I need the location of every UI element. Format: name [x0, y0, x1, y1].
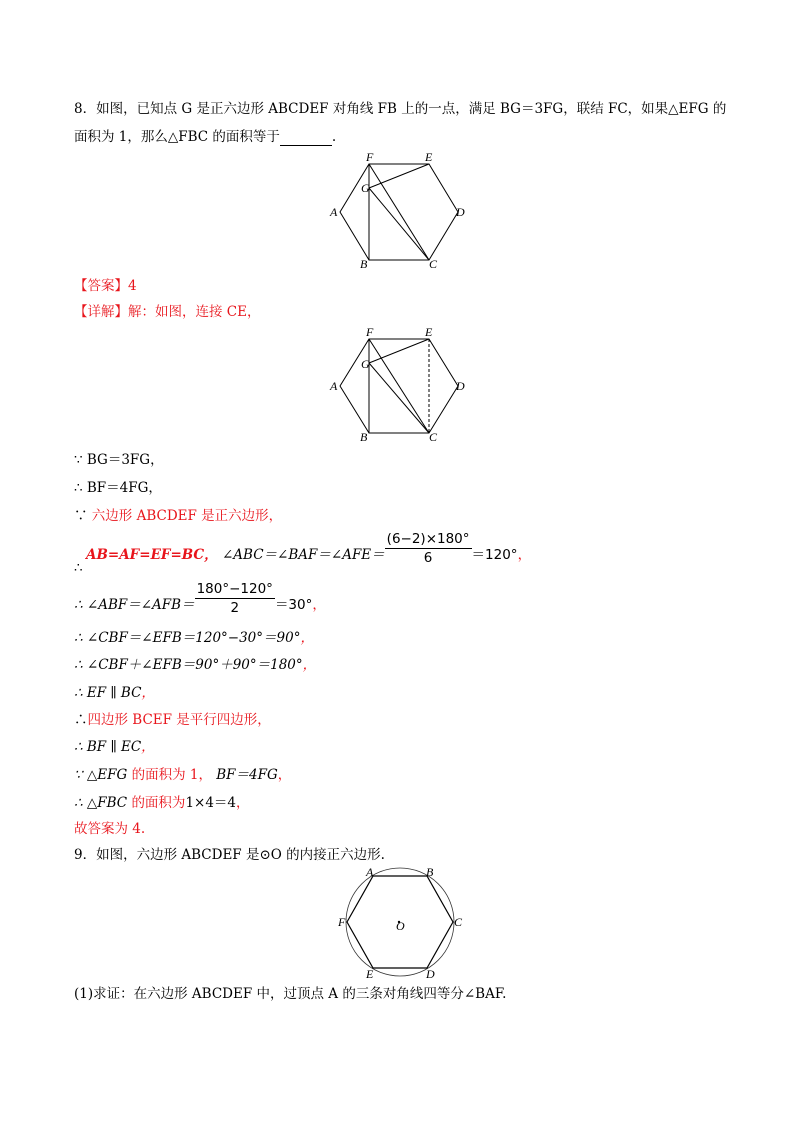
- hexagon-figure-1: [328, 150, 478, 270]
- therefore-symbol: ∴: [74, 560, 83, 576]
- step-11-triangle: ∵ △EFG: [74, 767, 128, 783]
- detail-line: [74, 303, 260, 321]
- step-11-comma: ，: [277, 767, 292, 783]
- label-C: C: [429, 430, 438, 444]
- q9-line2: (1)求证：在六边形 ABCDEF 中，过顶点 A 的三条对角线四等分∠BAF.: [74, 986, 507, 1002]
- label-A: A: [366, 866, 374, 879]
- step-4-equal-sides: AB=AF=EF=BC，: [86, 547, 218, 563]
- label-A: A: [330, 205, 338, 219]
- label-G: G: [361, 357, 370, 371]
- step-11-area: 的面积为 1，: [131, 767, 212, 783]
- label-E: E: [425, 325, 433, 339]
- answer-value: 4: [128, 278, 137, 294]
- fraction-interior-angle: [385, 530, 472, 567]
- label-G: G: [361, 181, 370, 195]
- segment-ge: [369, 339, 429, 363]
- step-5-angles: ∴ ∠ABF＝∠AFB＝: [74, 597, 195, 613]
- step-4-comma: ，: [517, 547, 532, 563]
- step-13-conclusion: 故答案为 4.: [74, 821, 146, 837]
- detail-label: 【详解】: [74, 304, 128, 320]
- fraction-base-angle: [195, 580, 275, 617]
- step-6: [74, 629, 314, 647]
- q8-line2: [74, 128, 336, 146]
- label-D: D: [426, 967, 435, 980]
- q8-line1: 8．如图，已知点 G 是正六边形 ABCDEF 对角线 FB 上的一点，满足 BG＝3FG，联结 FC，如果△EFG 的: [74, 101, 727, 117]
- step-8-comma: ，: [141, 685, 155, 701]
- label-D: D: [456, 205, 465, 219]
- step-9-text: 四边形 BCEF 是平行四边形，: [87, 712, 271, 728]
- fraction-numerator: (6−2)×180°: [386, 531, 470, 547]
- step-12: [74, 794, 250, 812]
- segment-ge: [369, 164, 429, 188]
- step-12-calc: 1×4＝4: [185, 795, 237, 811]
- segment-fc: [369, 164, 429, 260]
- step-3-text: 六边形 ABCDEF 是正六边形，: [91, 508, 283, 524]
- step-7: [74, 656, 316, 674]
- step-6-comma: ，: [300, 630, 314, 646]
- label-F: F: [366, 325, 374, 339]
- q9-line1: 9．如图，六边形 ABCDEF 是⊙O 的内接正六边形.: [74, 847, 385, 863]
- step-12-area: 的面积为: [131, 795, 186, 811]
- hexagon-figure-2: [328, 322, 478, 444]
- label-O: O: [396, 919, 405, 933]
- fraction-denominator: 2: [230, 600, 240, 616]
- q8-line2-end: .: [331, 129, 337, 145]
- step-8-text: ∴ EF ∥ BC: [74, 685, 142, 701]
- step-5-comma: ，: [312, 597, 326, 613]
- step-11: [74, 766, 291, 784]
- q8-line2-text: 面积为 1，那么△FBC 的面积等于: [74, 129, 280, 145]
- segment-fc: [369, 339, 429, 433]
- step-9: [74, 711, 271, 729]
- detail-text: 解：如图，连接 CE，: [128, 304, 261, 320]
- label-B: B: [426, 866, 434, 879]
- step-8: [74, 684, 155, 702]
- label-E: E: [366, 967, 374, 980]
- step-12-triangle: ∴ △FBC: [74, 795, 128, 811]
- label-C: C: [454, 915, 463, 929]
- label-B: B: [360, 257, 368, 270]
- because-symbol: ∵: [74, 508, 88, 524]
- label-E: E: [425, 150, 433, 164]
- step-1: ∵ BG＝3FG，: [74, 452, 164, 468]
- step-10: [74, 738, 155, 756]
- label-C: C: [429, 257, 438, 270]
- circle-hexagon-figure: [338, 866, 466, 980]
- segment-gc: [369, 188, 429, 260]
- step-10-comma: ，: [141, 739, 155, 755]
- segment-gc: [369, 363, 429, 433]
- label-D: D: [456, 379, 465, 393]
- step-7-comma: ，: [302, 657, 317, 673]
- fraction-numerator: 180°−120°: [196, 581, 273, 597]
- answer-line: [74, 277, 137, 295]
- step-4-result: ＝120°: [471, 547, 518, 563]
- step-10-text: ∴ BF ∥ EC: [74, 739, 142, 755]
- label-F: F: [338, 915, 346, 929]
- fraction-denominator: 6: [423, 550, 433, 566]
- answer-label: 【答案】: [74, 278, 128, 294]
- therefore-symbol: ∴: [74, 712, 88, 728]
- step-5-result: ＝30°: [274, 597, 313, 613]
- step-3: [74, 507, 282, 525]
- step-11-relation: BF＝4FG: [216, 767, 278, 783]
- answer-blank: [280, 131, 332, 146]
- step-4-angles: ∠ABC＝∠BAF＝∠AFE＝: [221, 547, 385, 563]
- label-A: A: [330, 379, 338, 393]
- label-F: F: [366, 150, 374, 164]
- step-6-text: ∴ ∠CBF＝∠EFB＝120°−30°＝90°: [74, 630, 301, 646]
- step-2: ∴ BF＝4FG，: [74, 480, 162, 496]
- step-12-comma: ，: [236, 795, 250, 811]
- label-B: B: [360, 430, 368, 444]
- step-7-text: ∴ ∠CBF＋∠EFB＝90°＋90°＝180°: [74, 657, 303, 673]
